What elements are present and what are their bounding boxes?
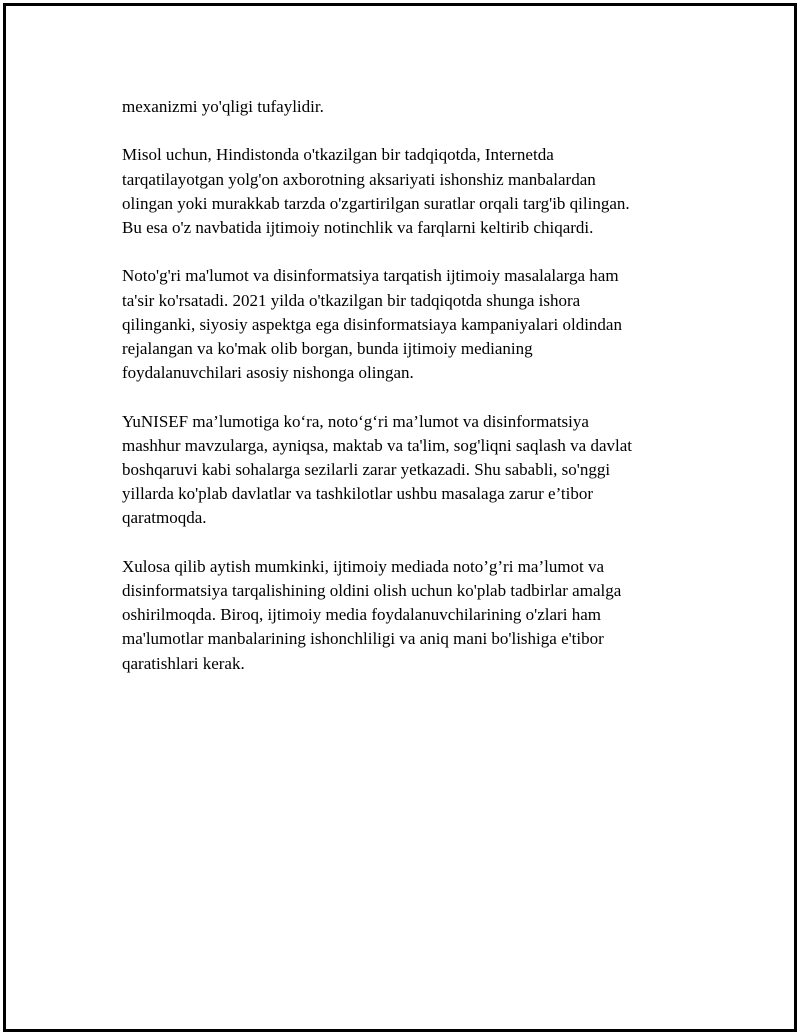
text-line: olingan yoki murakkab tarzda o'zgartirilgan suratlar orqali targ'ib qilingan.	[122, 193, 630, 213]
text-line: tarqatilayotgan yolg'on axborotning aksariyati ishonshiz manbalardan	[122, 169, 596, 189]
paragraph-4	[122, 410, 682, 531]
text-line: ta'sir ko'rsatadi. 2021 yilda o'tkazilgan bir tadqiqotda shunga ishora	[122, 290, 581, 310]
paragraph-1	[122, 95, 682, 119]
text-line: qaratishlari kerak.	[122, 653, 245, 673]
document-body	[122, 95, 682, 700]
page-frame	[3, 3, 797, 1032]
text-line: qilinganki, siyosiy aspektga ega disinformatsiaya kampaniyalari oldindan	[122, 314, 622, 334]
text-line: oshirilmoqda. Biroq, ijtimoiy media foydalanuvchilarining o'zlari ham	[122, 605, 601, 625]
text-line: YuNISEF ma’lumotiga ko‘ra, noto‘g‘ri ma’lumot va disinformatsiya	[122, 411, 589, 431]
paragraph-3	[122, 264, 682, 385]
text-line: yillarda ko'plab davlatlar va tashkilotlar ushbu masalaga zarur e’tibor	[122, 484, 594, 504]
text-line: Misol uchun, Hindistonda o'tkazilgan bir tadqiqotda, Internetda	[122, 145, 554, 165]
text-line: Noto'g'ri ma'lumot va disinformatsiya tarqatish ijtimoiy masalalarga ham	[122, 266, 619, 286]
text-line: mashhur mavzularga, ayniqsa, maktab va ta'lim, sog'liqni saqlash va davlat	[122, 435, 633, 455]
text-line: boshqaruvi kabi sohalarga sezilarli zarar yetkazadi. Shu sababli, so'nggi	[122, 460, 611, 479]
text-line: foydalanuvchilari asosiy nishonga olingan.	[122, 363, 414, 383]
paragraph-5	[122, 555, 682, 676]
text-line: Xulosa qilib aytish mumkinki, ijtimoiy mediada noto’g’ri ma’lumot va	[122, 556, 605, 576]
text-line: ma'lumotlar manbalarining ishonchliligi va aniq mani bo'lishiga e'tibor	[122, 629, 604, 649]
text-line: mexanizmi yo'qligi tufaylidir.	[122, 97, 324, 116]
text-line: qaratmoqda.	[122, 508, 207, 528]
text-line: disinformatsiya tarqalishining oldini olish uchun ko'plab tadbirlar amalga	[122, 581, 622, 600]
paragraph-2	[122, 143, 682, 240]
text-line: Bu esa o'z navbatida ijtimoiy notinchlik va farqlarni keltirib chiqardi.	[122, 218, 594, 237]
text-line: rejalangan va ko'mak olib borgan, bunda ijtimoiy medianing	[122, 339, 533, 358]
